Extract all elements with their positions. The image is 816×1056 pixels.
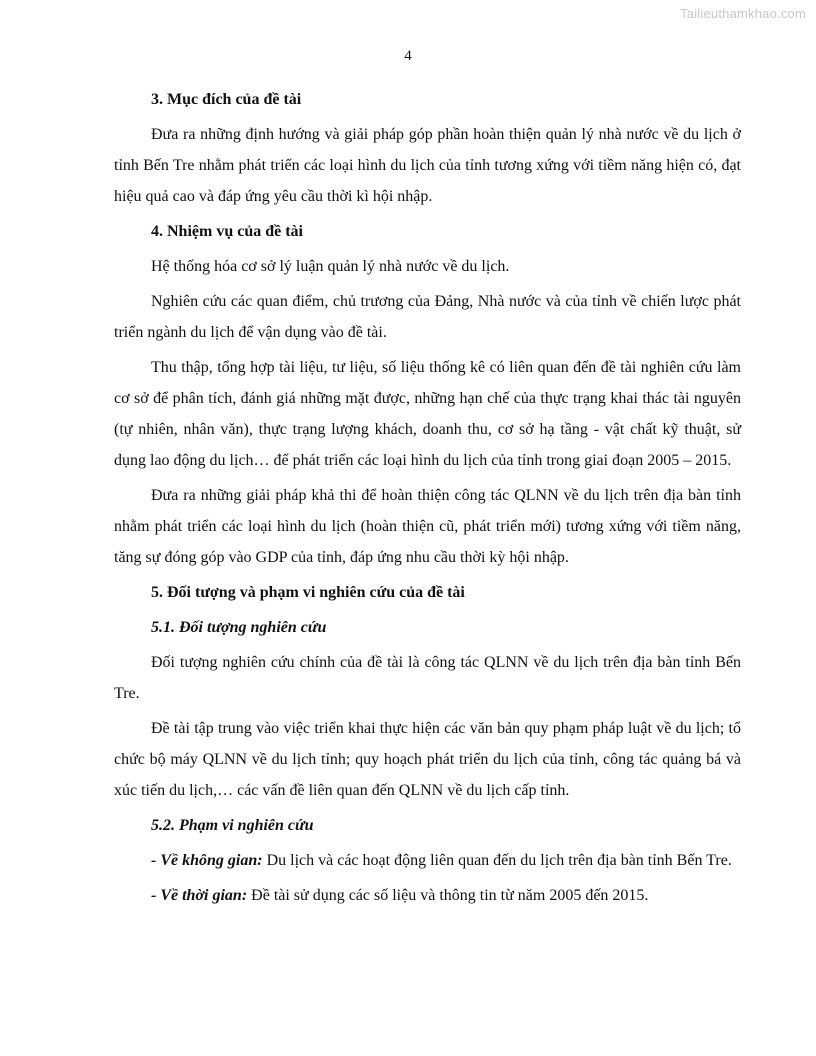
section-3-paragraph: Đưa ra những định hướng và giải pháp góp phần hoàn thiện quản lý nhà nước về du lịch ở tỉnh Bến Tre nhằm phát triển các loại hình du lịch của tỉnh tương xứng với tiềm năng hiện có, đạt hiệu quả cao và đáp ứng yêu cầu thời kì hội nhập.: [114, 126, 741, 205]
watermark: Tailieuthamkhao.com: [680, 6, 806, 21]
scope-time-text: Đề tài sử dụng các số liệu và thông tin từ năm 2005 đến 2015.: [247, 887, 649, 904]
subsection-5-1-paragraph-1: Đối tượng nghiên cứu chính của đề tài là công tác QLNN về du lịch trên địa bàn tỉnh Bến Tre.: [114, 654, 741, 702]
section-4-paragraph-1: Hệ thống hóa cơ sở lý luận quản lý nhà nước về du lịch.: [151, 258, 510, 275]
subsection-5-1-heading: 5.1. Đối tượng nghiên cứu: [151, 619, 327, 636]
section-5-heading: 5. Đối tượng và phạm vi nghiên cứu của đề tài: [151, 584, 465, 601]
section-3-heading: 3. Mục đích của đề tài: [151, 91, 302, 108]
section-4-paragraph-3: Thu thập, tổng hợp tài liệu, tư liệu, số liệu thống kê có liên quan đến đề tài nghiên cứu làm cơ sở để phân tích, đánh giá những mặt được, những hạn chế của thực trạng khai thác tài nguyên (tự nhiên, nhân văn), thực trạng lượng khách, doanh thu, cơ sở hạ tầng - vật chất kỹ thuật, sử dụng lao động du lịch… để phát triển các loại hình du lịch của tỉnh trong giai đoạn 2005 – 2015.: [114, 359, 741, 469]
scope-time-paragraph: [114, 880, 741, 911]
scope-space-label: - Về không gian:: [151, 852, 263, 869]
scope-space-text: Du lịch và các hoạt động liên quan đến du lịch trên địa bàn tỉnh Bến Tre.: [262, 852, 732, 869]
scope-space-paragraph: [114, 845, 741, 876]
section-4-paragraph-4: Đưa ra những giải pháp khả thi để hoàn thiện công tác QLNN về du lịch trên địa bàn tỉnh nhằm phát triển các loại hình du lịch (hoàn thiện cũ, phát triển mới) tương xứng với tiềm năng, tăng sự đóng góp vào GDP của tỉnh, đáp ứng nhu cầu thời kỳ hội nhập.: [114, 487, 741, 566]
scope-time-label: - Về thời gian:: [151, 887, 248, 904]
page-number: 4: [404, 48, 412, 64]
subsection-5-1-paragraph-2: Đề tài tập trung vào việc triển khai thực hiện các văn bản quy phạm pháp luật về du lịch; tổ chức bộ máy QLNN về du lịch tỉnh; quy hoạch phát triển du lịch của tỉnh, công tác quảng bá và xúc tiến du lịch,… các vấn đề liên quan đến QLNN về du lịch cấp tỉnh.: [114, 720, 741, 799]
section-4-paragraph-2: Nghiên cứu các quan điểm, chủ trương của Đảng, Nhà nước và của tỉnh về chiến lược phát triển ngành du lịch để vận dụng vào đề tài.: [114, 293, 741, 341]
document-body: [114, 84, 741, 911]
section-4-heading: 4. Nhiệm vụ của đề tài: [151, 223, 303, 240]
subsection-5-2-heading: 5.2. Phạm vi nghiên cứu: [151, 817, 314, 834]
